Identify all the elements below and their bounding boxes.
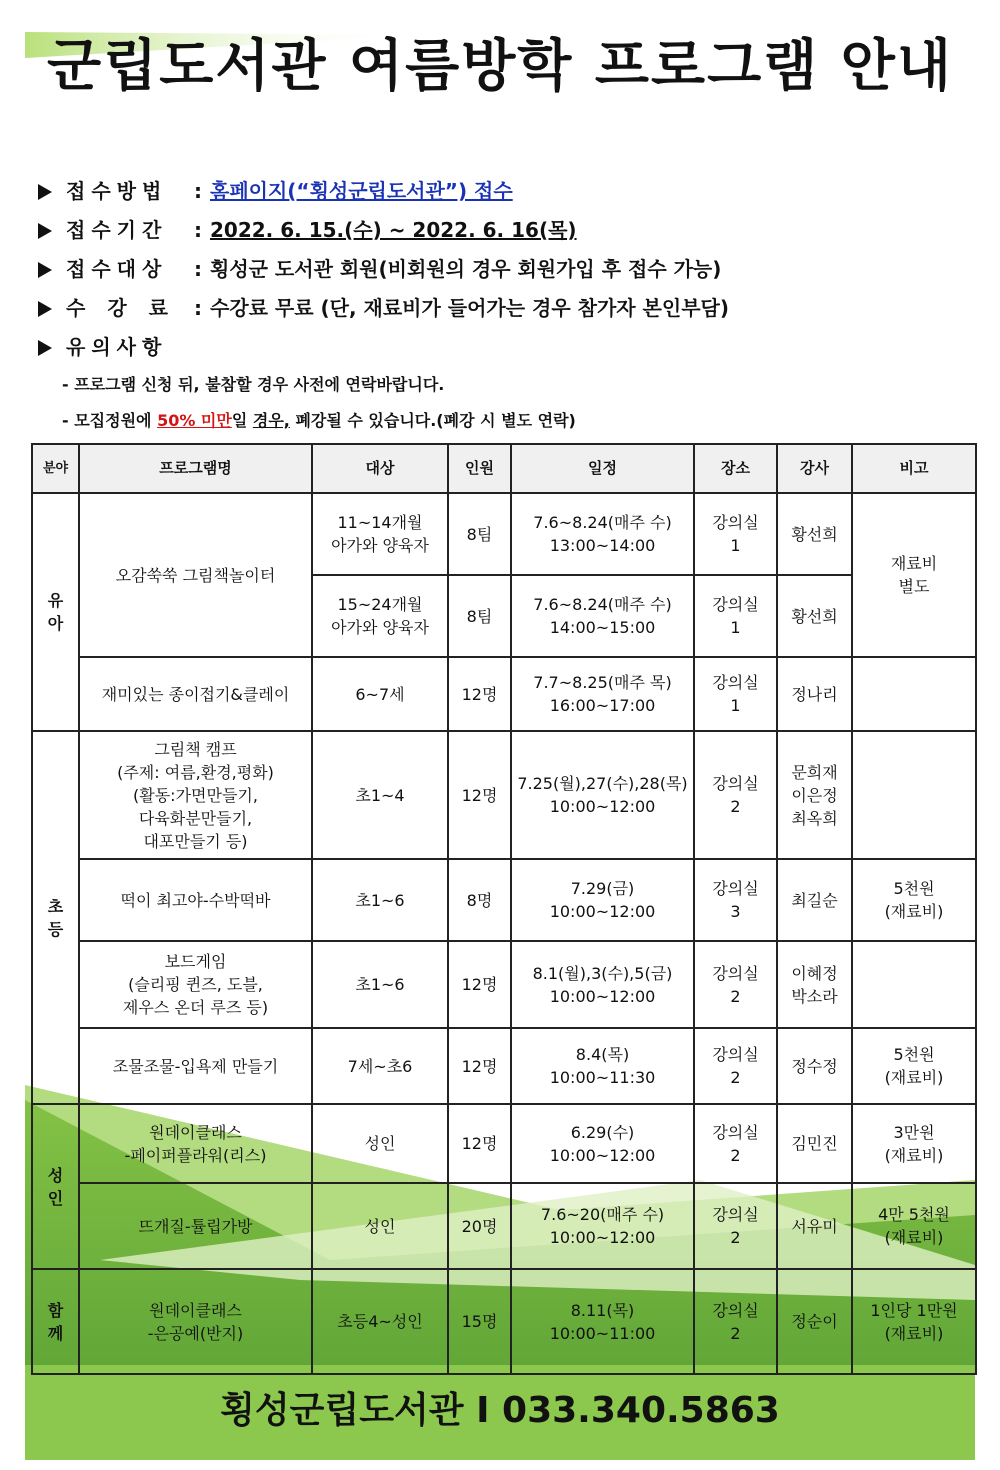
program-schedule: 8.4(목) 10:00~11:30	[511, 1028, 694, 1104]
program-name: 원데이클래스 -은공예(반지)	[79, 1269, 312, 1374]
program-place: 강의실 2	[694, 1183, 777, 1269]
table-row	[32, 859, 976, 941]
program-count: 12명	[448, 731, 511, 859]
header-remarks: 비고	[852, 444, 976, 493]
program-count: 20명	[448, 1183, 511, 1269]
triangle-bullet-icon	[38, 262, 52, 278]
info-method: 접수방법 : 홈페이지(“횡성군립도서관”) 접수	[38, 172, 978, 211]
info-fee: 수강료 : 수강료 무료 (단, 재료비가 들어가는 경우 참가자 본인부담)	[38, 289, 978, 328]
info-period: 접수기간 : 2022. 6. 15.(수) ~ 2022. 6. 16(목)	[38, 211, 978, 250]
program-target: 초1~4	[312, 731, 448, 859]
header-count: 인원	[448, 444, 511, 493]
program-place: 강의실 1	[694, 493, 777, 575]
program-remarks	[852, 731, 976, 859]
category-adult: 성 인	[32, 1104, 79, 1269]
program-instructor: 문희재 이은정 최옥희	[777, 731, 852, 859]
program-target: 초1~6	[312, 859, 448, 941]
program-place: 강의실 2	[694, 1269, 777, 1374]
program-instructor: 황선희	[777, 493, 852, 575]
program-schedule: 8.11(목) 10:00~11:00	[511, 1269, 694, 1374]
header-name: 프로그램명	[79, 444, 312, 493]
program-place: 강의실 2	[694, 731, 777, 859]
category-elementary: 초 등	[32, 731, 79, 1104]
triangle-bullet-icon	[38, 223, 52, 239]
program-schedule: 7.29(금) 10:00~12:00	[511, 859, 694, 941]
homepage-link[interactable]: 홈페이지(“횡성군립도서관”) 접수	[210, 179, 513, 203]
triangle-bullet-icon	[38, 184, 52, 200]
program-schedule: 7.6~8.24(매주 수) 13:00~14:00	[511, 493, 694, 575]
program-name: 그림책 캠프 (주제: 여름,환경,평화) (활동:가면만들기, 다육화분만들기, 대포만들기 등)	[79, 731, 312, 859]
table-row	[32, 1269, 976, 1374]
table-row	[32, 657, 976, 731]
program-remarks: 5천원 (재료비)	[852, 1028, 976, 1104]
program-count: 12명	[448, 657, 511, 731]
program-remarks: 5천원 (재료비)	[852, 859, 976, 941]
program-count: 8팀	[448, 575, 511, 657]
program-name: 뜨개질-튤립가방	[79, 1183, 312, 1269]
program-instructor: 정수정	[777, 1028, 852, 1104]
program-name: 원데이클래스 -페이퍼플라워(리스)	[79, 1104, 312, 1183]
program-name: 조물조물-입욕제 만들기	[79, 1028, 312, 1104]
header-category: 분야	[32, 444, 79, 493]
program-instructor: 황선희	[777, 575, 852, 657]
footer-contact: 횡성군립도서관 I 033.340.5863	[220, 1390, 780, 1431]
program-instructor: 정순이	[777, 1269, 852, 1374]
program-target: 성인	[312, 1183, 448, 1269]
program-target: 6~7세	[312, 657, 448, 731]
program-schedule: 8.1(월),3(수),5(금) 10:00~12:00	[511, 941, 694, 1028]
program-schedule: 7.6~8.24(매주 수) 14:00~15:00	[511, 575, 694, 657]
program-target: 초1~6	[312, 941, 448, 1028]
program-remarks: 3만원 (재료비)	[852, 1104, 976, 1183]
program-count: 12명	[448, 1028, 511, 1104]
info-target: 접수대상 : 횡성군 도서관 회원(비회원의 경우 회원가입 후 접수 가능)	[38, 250, 978, 289]
header-place: 장소	[694, 444, 777, 493]
table-row	[32, 493, 976, 575]
table-row	[32, 1028, 976, 1104]
program-count: 8팀	[448, 493, 511, 575]
program-place: 강의실 1	[694, 657, 777, 731]
program-instructor: 서유미	[777, 1183, 852, 1269]
note-2: - 모집정원에 50% 미만일 경우, 폐강될 수 있습니다.(폐강 시 별도 연락)	[62, 411, 576, 430]
program-place: 강의실 2	[694, 941, 777, 1028]
program-count: 15명	[448, 1269, 511, 1374]
table-row	[32, 731, 976, 859]
table-row	[32, 1104, 976, 1183]
table-row	[32, 1183, 976, 1269]
program-name: 보드게임 (슬리핑 퀸즈, 도블, 제우스 온더 루즈 등)	[79, 941, 312, 1028]
program-target: 11~14개월 아가와 양육자	[312, 493, 448, 575]
program-instructor: 최길순	[777, 859, 852, 941]
header-target: 대상	[312, 444, 448, 493]
program-name: 재미있는 종이접기&클레이	[79, 657, 312, 731]
program-place: 강의실 1	[694, 575, 777, 657]
program-place: 강의실 2	[694, 1028, 777, 1104]
program-schedule: 7.6~20(매주 수) 10:00~12:00	[511, 1183, 694, 1269]
program-table	[31, 443, 977, 1375]
program-remarks	[852, 941, 976, 1028]
program-target: 15~24개월 아가와 양육자	[312, 575, 448, 657]
program-name: 떡이 최고야-수박떡바	[79, 859, 312, 941]
triangle-bullet-icon	[38, 301, 52, 317]
program-target: 성인	[312, 1104, 448, 1183]
header-instructor: 강사	[777, 444, 852, 493]
program-name: 오감쑥쑥 그림책놀이터	[79, 493, 312, 657]
program-count: 8명	[448, 859, 511, 941]
table-row	[32, 941, 976, 1028]
note-1: - 프로그램 신청 뒤, 불참할 경우 사전에 연락바랍니다.	[62, 375, 445, 394]
program-target: 초등4~성인	[312, 1269, 448, 1374]
category-together: 함 께	[32, 1269, 79, 1374]
program-schedule: 7.7~8.25(매주 목) 16:00~17:00	[511, 657, 694, 731]
program-remarks: 1인당 1만원 (재료비)	[852, 1269, 976, 1374]
program-remarks: 4만 5천원 (재료비)	[852, 1183, 976, 1269]
info-notes-label: 유의사항	[38, 328, 978, 367]
program-count: 12명	[448, 1104, 511, 1183]
table-header-row	[32, 444, 976, 493]
triangle-bullet-icon	[38, 340, 52, 356]
program-schedule: 7.25(월),27(수),28(목) 10:00~12:00	[511, 731, 694, 859]
header-schedule: 일정	[511, 444, 694, 493]
program-remarks: 재료비 별도	[852, 493, 976, 657]
program-count: 12명	[448, 941, 511, 1028]
program-place: 강의실 2	[694, 1104, 777, 1183]
program-instructor: 김민진	[777, 1104, 852, 1183]
program-schedule: 6.29(수) 10:00~12:00	[511, 1104, 694, 1183]
program-instructor: 이혜정 박소라	[777, 941, 852, 1028]
page-title: 군립도서관 여름방학 프로그램 안내	[47, 34, 953, 99]
program-place: 강의실 3	[694, 859, 777, 941]
program-target: 7세~초6	[312, 1028, 448, 1104]
program-instructor: 정나리	[777, 657, 852, 731]
info-section	[38, 172, 978, 439]
category-infant: 유 아	[32, 493, 79, 731]
program-remarks	[852, 657, 976, 731]
